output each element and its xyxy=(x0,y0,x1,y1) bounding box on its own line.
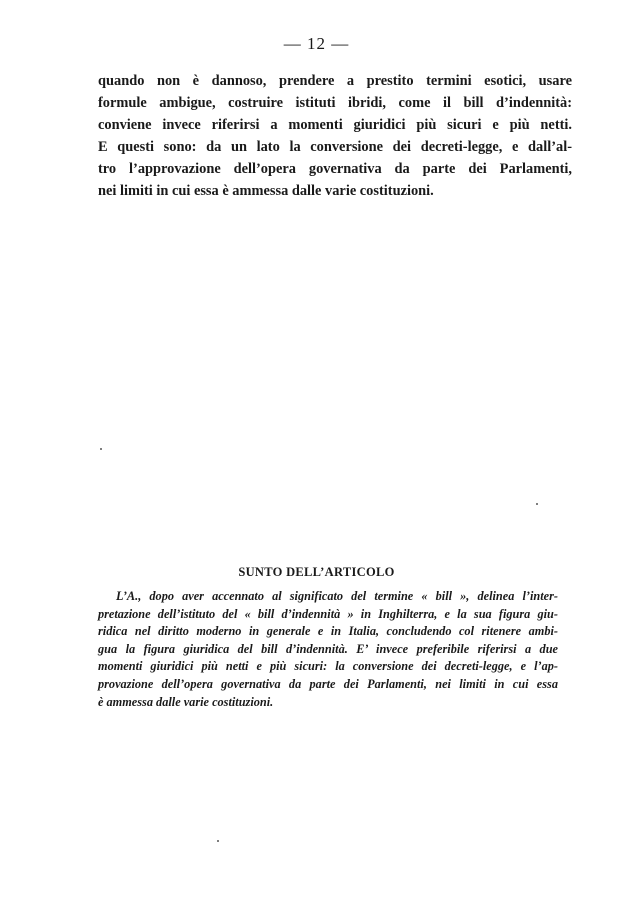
body-line: nei limiti in cui essa è ammessa dalle varie costituzioni. xyxy=(98,183,434,199)
body-line: E questi sono: da un lato la conversione dei decreti-legge, e dall’al- xyxy=(98,139,572,155)
summary-line: provazione dell’opera governativa da parte dei Parlamenti, nei limiti in cui essa xyxy=(98,676,558,691)
body-line: formule ambigue, costruire istituti ibridi, come il bill d’indennità: xyxy=(98,95,572,111)
body-line: conviene invece riferirsi a momenti giuridici più sicuri e più netti. xyxy=(98,117,572,133)
scan-speck xyxy=(536,503,538,505)
summary-line: momenti giuridici più netti e più sicuri: la conversione dei decreti-legge, e l’ap- xyxy=(98,659,558,674)
body-paragraph xyxy=(98,70,572,202)
page-number: — 12 — xyxy=(283,34,350,53)
summary-line: pretazione dell’istituto del « bill d’indennità » in Inghilterra, e la sua figura giu- xyxy=(98,606,558,621)
summary-line: è ammessa dalle varie costituzioni. xyxy=(98,694,274,709)
summary-title: SUNTO DELL’ARTICOLO xyxy=(238,565,395,579)
body-line: tro l’approvazione dell’opera governativa da parte dei Parlamenti, xyxy=(98,161,572,177)
summary-line: L’A., dopo aver accennato al significato del termine « bill », delinea l’inter- xyxy=(116,589,558,603)
body-line: quando non è dannoso, prendere a prestito termini esotici, usare xyxy=(98,73,572,89)
scan-speck xyxy=(100,448,102,450)
summary-line: gua la figura giuridica del bill d’indennità. E’ invece preferibile riferirsi a due xyxy=(98,641,558,656)
scan-speck xyxy=(217,840,219,842)
summary-line: ridica nel diritto moderno in generale e in Italia, concludendo col ritenere ambi- xyxy=(98,624,558,639)
summary-paragraph xyxy=(98,588,558,711)
